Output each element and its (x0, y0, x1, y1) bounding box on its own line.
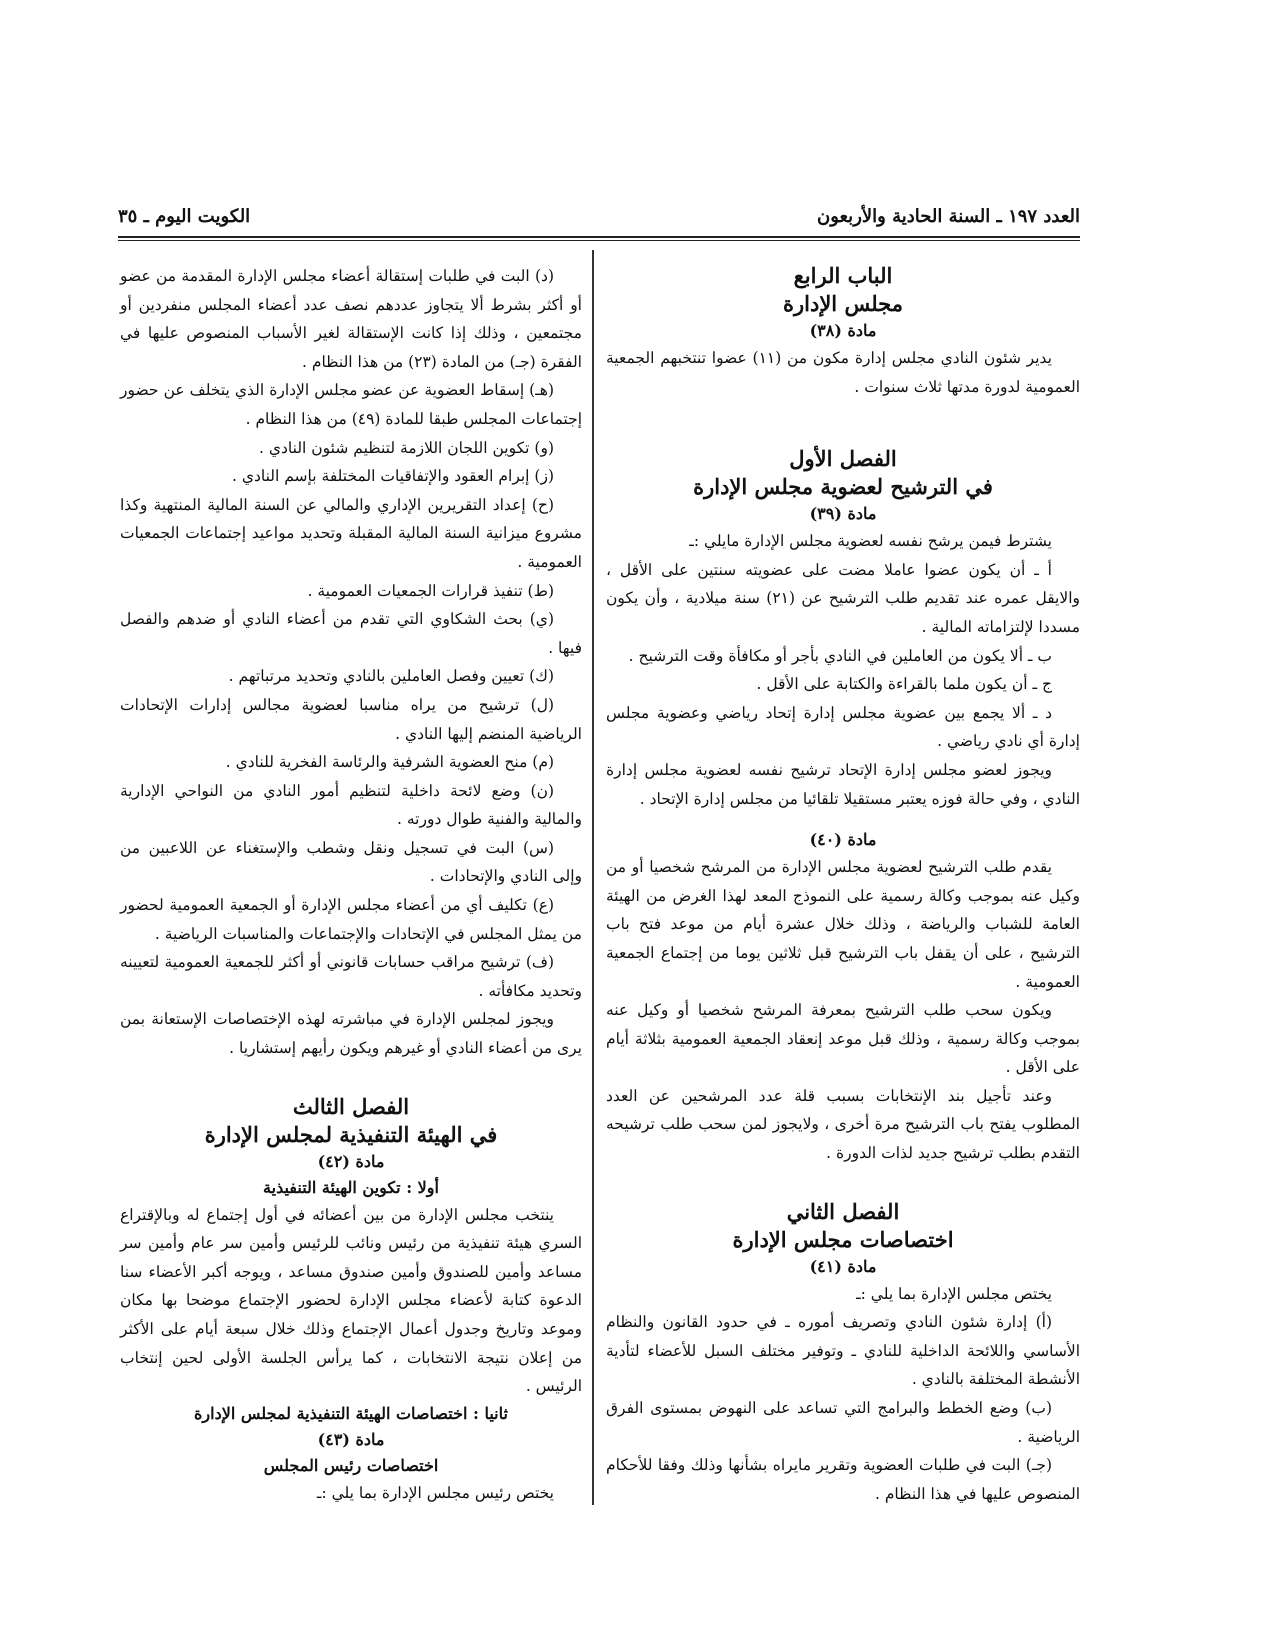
article-41-item-la: (ل) ترشيح من يراه مناسبا لعضوية مجالس إدارات الإتحادات الرياضية المنضم إليها النادي . (120, 695, 582, 743)
article-38-text: يدير شئون النادي مجلس إدارة مكون من (١١) عضوا تنتخبهم الجمعية العمومية لدورة مدتها ثلاث سنوات . (606, 349, 1080, 396)
right-column (606, 262, 1080, 1508)
article-38-label: مادة (٣٨) (809, 321, 877, 340)
gazette-name-page: الكويت اليوم ـ ٣٥ (118, 206, 251, 227)
left-column (120, 262, 582, 1507)
article-39-item-b: ب ـ ألا يكون من العاملين في النادي بأجر أو مكافأة وقت الترشيح . (628, 646, 1052, 665)
article-41-item-ka: (ك) تعيين وفصل العاملين بالنادي وتحديد مرتباتهم . (228, 667, 554, 686)
article-40-para-3: وعند تأجيل بند الإنتخابات بسبب قلة عدد المرشحين عن العدد المطلوب يفتح باب الترشيح مرة أخرى ، ولايجوز لمن سحب طلب ترشيحه التقدم بطلب ترشيح جديد لذات الدورة . (606, 1086, 1080, 1163)
article-42-second-heading: ثانيا : اختصاصات الهيئة التنفيذية لمجلس الإدارة (194, 1403, 508, 1423)
part-subtitle: مجلس الإدارة (783, 291, 903, 316)
article-41-item-d: (د) البت في طلبات إستقالة أعضاء مجلس الإدارة المقدمة من عضو أو أكثر بشرط ألا يتجاوز عددهم نصف عدد أعضاء المجلس منفردين أو مجتمعين ، وذلك إذا كانت الإستقالة لغير الأسباب المنصوص عليها في الفقرة (جـ) من المادة (٢٣) من هذا النظام . (120, 267, 582, 371)
article-41-item-sin: (س) البت في تسجيل ونقل وشطب والإستغناء عن اللاعبين من وإلى النادي والإتحادات . (120, 838, 582, 886)
article-43-text: يختص رئيس مجلس الإدارة بما يلي :ـ (316, 1483, 554, 1502)
article-41-item-mim: (م) منح العضوية الشرفية والرئاسة الفخرية للنادي . (225, 753, 554, 772)
article-43-label: مادة (٤٣) (317, 1429, 385, 1449)
article-41-item-h: (هـ) إسقاط العضوية عن عضو مجلس الإدارة الذي يتخلف عن حضور إجتماعات المجلس طبقا للمادة (٤٩) من هذا النظام . (120, 381, 582, 428)
article-39-item-c: ج ـ أن يكون ملما بالقراءة والكتابة على الأقل . (756, 675, 1052, 694)
issue-number: العدد ١٩٧ ـ السنة الحادية والأربعون (816, 206, 1080, 227)
article-42-text: ينتخب مجلس الإدارة من بين أعضائه في أول إجتماع له وبالإقتراع السري هيئة تنفيذية من رئيس ونائب للرئيس وأمين سر عام وأمين سر مساعد وأمين للصندوق وأمين صندوق مساعد ، ويوجه أكبر الأعضاء سنا الدعوة كتابة لأعضاء مجلس الإدارة لحضور الإجتماع موضحا بها مكان وموعد وتاريخ وجدول أعمال الإجتماع وذلك خلال سبعة أيام على الأكثر من إعلان نتيجة الانتخابات ، كما يرأس الجلسة الأولى لحين إنتخاب الرئيس . (120, 1205, 582, 1396)
header-rule (118, 236, 1080, 241)
chapter-3-title: الفصل الثالث (292, 1093, 410, 1119)
article-40-label: مادة (٤٠) (809, 830, 877, 850)
article-41-item-c: (جـ) البت في طلبات العضوية وتقرير مايراه بشأنها وذلك وفقا للأحكام المنصوص عليها في هذا النظام . (606, 1456, 1080, 1503)
column-divider (592, 250, 594, 1505)
chapter-2-subtitle: اختصاصات مجلس الإدارة (732, 1226, 954, 1252)
article-41-label: مادة (٤١) (809, 1256, 877, 1276)
article-41-extra: ويجوز لمجلس الإدارة في مباشرته لهذه الإختصاصات الإستعانة بمن يرى من أعضاء النادي أو غيرهم ويكون رأيهم إستشاريا . (120, 1010, 582, 1058)
article-41-item-ya: (ي) بحث الشكاوي التي تقدم من أعضاء النادي أو ضدهم والفصل فيها . (120, 610, 582, 657)
chapter-2-title: الفصل الثاني (786, 1198, 900, 1224)
article-41-item-fa: (ف) ترشيح مراقب حسابات قانوني أو أكثر للجمعية العمومية لتعيينه وتحديد مكافأته . (120, 953, 582, 1000)
page-header (118, 204, 1080, 240)
article-39-extra: ويجوز لعضو مجلس إدارة الإتحاد ترشيح نفسه لعضوية مجلس إدارة النادي ، وفي حالة فوزه يعتبر مستقيلا تلقائيا من مجلس إدارة الإتحاد . (606, 760, 1080, 808)
chapter-3-subtitle: في الهيئة التنفيذية لمجلس الإدارة (204, 1121, 498, 1147)
article-42-first-heading: أولا : تكوين الهيئة التنفيذية (263, 1177, 439, 1197)
article-41-item-nun: (ن) وضع لائحة داخلية لتنظيم أمور النادي من النواحي الإدارية والمالية والفنية طوال دورته . (120, 781, 582, 829)
article-39-item-a: أ ـ أن يكون عضوا عاملا مضت على عضويته سنتين على الأقل ، والايقل عمره عند تقديم طلب الترشيح عن (٢١) سنة ميلادية ، وأن يكون مسددا لإلتزاماته المالية . (606, 560, 1080, 636)
article-41-item-z: (ز) إبرام العقود والإتفاقيات المختلفة بإسم النادي . (232, 467, 554, 486)
chapter-1-title: الفصل الأول (789, 446, 897, 472)
article-40-para-2: ويكون سحب طلب الترشيح بمعرفة المرشح شخصيا أو وكيل عنه بموجب وكالة رسمية ، وذلك قبل موعد إنعقاد الجمعية العمومية بثلاثة أيام على الأقل . (606, 1001, 1080, 1077)
article-41-item-ha: (ح) إعداد التقريرين الإداري والمالي عن السنة المالية المنتهية وكذا مشروع ميزانية السنة المالية المقبلة وتحديد مواعيد إجتماعات الجمعيات العمومية . (120, 495, 582, 571)
article-42-label: مادة (٤٢) (317, 1151, 385, 1171)
article-39-intro: يشترط فيمن يرشح نفسه لعضوية مجلس الإدارة مايلي :ـ (689, 532, 1052, 551)
article-41-item-ain: (ع) تكليف أي من أعضاء مجلس الإدارة أو الجمعية العمومية لحضور من يمثل المجلس في الإتحادات والإجتماعات والمناسبات الرياضية . (120, 896, 582, 943)
article-41-intro: يختص مجلس الإدارة بما يلي :ـ (856, 1284, 1052, 1303)
article-40-para-1: يقدم طلب الترشيح لعضوية مجلس الإدارة من المرشح شخصيا أو من وكيل عنه بموجب وكالة رسمية على النموذج المعد لهذا الغرض من الهيئة العامة للشباب والرياضة ، وذلك خلال عشرة أيام من موعد فتح باب الترشيح ، على أن يقفل باب الترشيح قبل ثلاثين يوما من إجتماع الجمعية العمومية . (606, 858, 1080, 991)
part-title: الباب الرابع (793, 263, 893, 288)
chapter-1-subtitle: في الترشيح لعضوية مجلس الإدارة (693, 474, 993, 500)
article-41-item-w: (و) تكوين اللجان اللازمة لتنظيم شئون النادي . (259, 438, 554, 457)
article-41-item-b: (ب) وضع الخطط والبرامج التي تساعد على النهوض بمستوى الفرق الرياضية . (606, 1399, 1080, 1446)
article-39-item-d: د ـ ألا يجمع بين عضوية مجلس إدارة إتحاد رياضي وعضوية مجلس إدارة أي نادي رياضي . (606, 703, 1080, 751)
article-39-label: مادة (٣٩) (809, 504, 877, 524)
article-43-heading: اختصاصات رئيس المجلس (263, 1455, 439, 1475)
article-41-item-ta: (ط) تنفيذ قرارات الجمعيات العمومية . (307, 581, 554, 600)
article-41-item-a: (أ) إدارة شئون النادي وتصريف أموره ـ في حدود القانون والنظام الأساسي واللائحة الداخلية للنادي ـ وتوفير مختلف السبل للأعضاء لتأدية الأنشطة المختلفة بالنادي . (606, 1313, 1080, 1389)
